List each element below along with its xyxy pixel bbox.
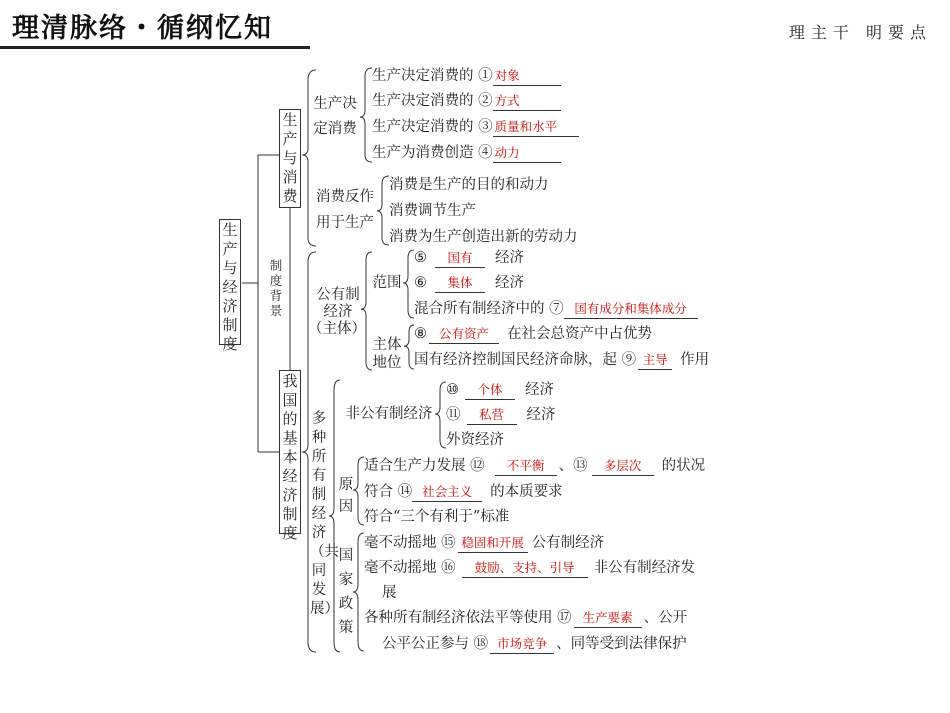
branch-basic-economic-system: 我国的基本经济制度 <box>279 370 301 534</box>
list-item: ⑤ 国有 经济 <box>414 250 524 266</box>
answer-2: 方式 <box>493 92 561 111</box>
answer-4: 动力 <box>493 144 561 163</box>
answer-12: 不平衡 <box>495 457 557 476</box>
group1-label-line2: 定消费 <box>313 121 357 137</box>
dominant-label-line2: 地位 <box>372 355 402 371</box>
connector-label: 制度背景 <box>269 258 283 318</box>
page-title: 理清脉络・循纲忆知 <box>12 13 273 44</box>
scope-label: 范围 <box>372 275 402 291</box>
multi-ownership-label: 多种所有制经济（共同发展） <box>310 411 339 617</box>
header-subtitle: 理主干 明要点 <box>788 23 932 42</box>
answer-16: 鼓励、支持、引导 <box>462 559 588 578</box>
list-item: 生产为消费创造 ④ 动力 <box>372 143 561 163</box>
list-item: ⑧ 公有资产 在社会总资产中占优势 <box>414 326 652 342</box>
answer-1: 对象 <box>493 67 561 86</box>
list-item: 生产决定消费的 ② 方式 <box>372 91 561 111</box>
branch-production-consumption: 生产与消费 <box>279 109 301 208</box>
group2-label-line2: 用于生产 <box>316 215 374 231</box>
list-item: 外资经济 <box>446 432 504 448</box>
answer-14: 社会主义 <box>412 483 482 502</box>
list-item: 消费为生产创造出新的劳动力 <box>389 229 578 245</box>
public-label-line2: 经济 <box>323 304 353 320</box>
public-label-line1: 公有制 <box>316 287 360 303</box>
answer-9: 主导 <box>638 351 672 370</box>
nonpublic-label: 非公有制经济 <box>345 406 433 422</box>
list-item: 展 <box>382 585 397 601</box>
list-item: ⑪ 私营 经济 <box>446 407 556 423</box>
policy-label: 国家政策 <box>338 548 354 636</box>
answer-17: 生产要素 <box>574 609 642 628</box>
list-item: 毫不动摇地 ⑮ 稳固和开展 公有制经济 <box>364 535 605 551</box>
list-item: 国有经济控制国民经济命脉，起 ⑨ 主导 作用 <box>414 352 710 368</box>
list-item: 消费是生产的目的和动力 <box>389 177 549 193</box>
answer-18: 市场竞争 <box>490 635 554 654</box>
list-item: ⑥ 集体 经济 <box>414 275 524 291</box>
list-item: 毫不动摇地 ⑯ 鼓励、支持、引导 非公有制经济发 <box>364 560 696 576</box>
answer-5: 国有 <box>435 249 485 268</box>
root-node: 生产与经济制度 <box>219 219 241 345</box>
list-item: 符合“三个有利于”标准 <box>364 509 510 525</box>
list-item: 生产决定消费的 ① 对象 <box>372 66 561 86</box>
list-item: 公平公正参与 ⑱ 市场竞争 、同等受到法律保护 <box>382 636 687 652</box>
answer-3: 质量和水平 <box>493 118 579 137</box>
answer-13: 多层次 <box>592 457 654 476</box>
list-item: 混合所有制经济中的 ⑦ 国有成分和集体成分 <box>414 299 698 319</box>
answer-7: 国有成分和集体成分 <box>564 300 698 319</box>
list-item: 各种所有制经济依法平等使用 ⑰ 生产要素 、公开 <box>364 610 688 626</box>
group2-label-line1: 消费反作 <box>316 189 374 205</box>
answer-6: 集体 <box>435 274 485 293</box>
list-item: 符合 ⑭ 社会主义 的本质要求 <box>364 484 563 500</box>
answer-8: 公有资产 <box>429 325 499 344</box>
group1-label-line1: 生产决 <box>313 96 357 112</box>
public-label-line3: （主体） <box>308 321 366 337</box>
list-item: ⑩ 个体 经济 <box>446 382 554 398</box>
list-item: 生产决定消费的 ③ 质量和水平 <box>372 117 579 137</box>
list-item: 消费调节生产 <box>389 203 476 219</box>
answer-15: 稳固和开展 <box>458 534 528 553</box>
list-item: 适合生产力发展 ⑫ 不平衡 、⑬ 多层次 的状况 <box>364 458 706 474</box>
dominant-label-line1: 主体 <box>372 337 402 353</box>
answer-11: 私营 <box>467 406 517 425</box>
reason-label: 原因 <box>338 477 354 515</box>
answer-10: 个体 <box>465 381 515 400</box>
